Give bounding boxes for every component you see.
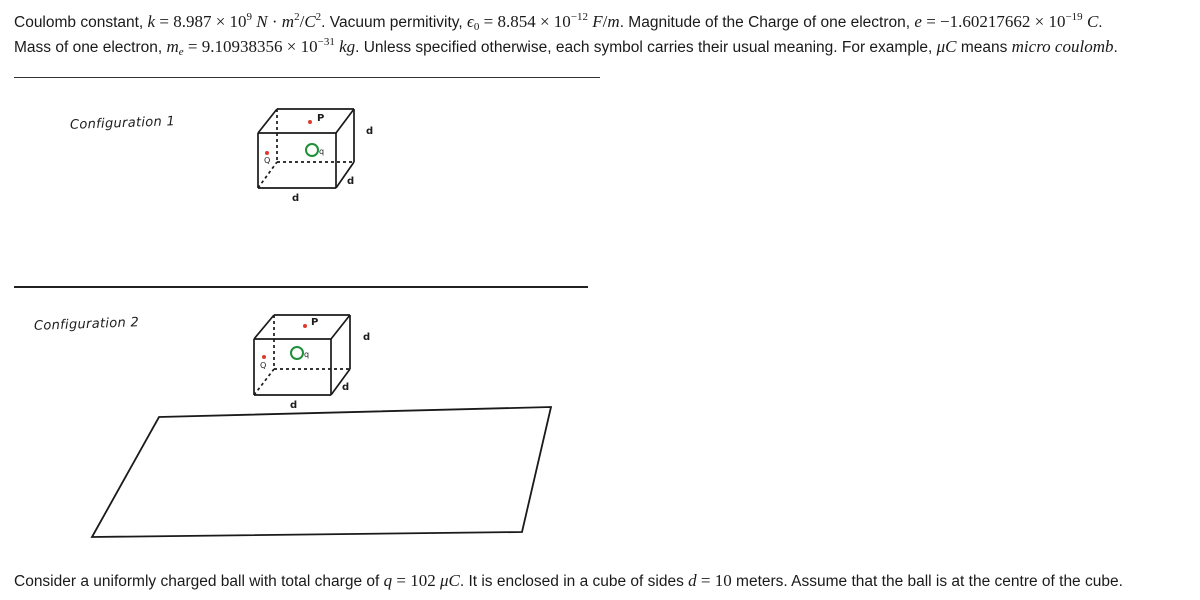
point-p-marker-2 <box>303 324 307 328</box>
left-charge-marker-1 <box>265 151 269 155</box>
line1-period: . <box>1098 14 1103 31</box>
cube-2 <box>254 315 350 395</box>
coulomb-label: Coulomb constant, <box>14 14 148 31</box>
k-unit-newton: N <box>256 12 268 31</box>
k-symbol: k <box>147 12 156 31</box>
me-exponent: −31 <box>317 36 335 48</box>
d-bottom-label-1: d <box>292 193 300 204</box>
config-1-label: Configuration 1 <box>69 114 176 133</box>
problem-middle: . It is enclosed in a cube of sides <box>459 573 689 590</box>
q-value: 102 <box>410 571 436 590</box>
k-unit-coulomb: C <box>304 12 316 31</box>
eps-expression: $\epsilon_0 = 8.854 \times 10^{-12}$ F/m <box>467 11 620 33</box>
d-diag-label-1: d <box>347 176 355 187</box>
means-word: means <box>956 39 1012 56</box>
q-symbol: q <box>383 571 393 590</box>
e-unit: C <box>1086 12 1099 31</box>
d-bottom-label-2: d <box>290 400 298 411</box>
left-charge-marker-2 <box>262 355 266 359</box>
eps-value: 8.854 × 10 <box>497 12 571 31</box>
d-diag-label-2: d <box>342 382 350 393</box>
me-unit: kg <box>339 37 356 56</box>
me-symbol: m <box>166 37 179 56</box>
eps-unit-farad: F <box>592 12 603 31</box>
problem-statement <box>14 569 1123 594</box>
d-expression: d = 10 <box>688 571 732 590</box>
left-charge-label-1: Q <box>264 156 271 165</box>
q-unit: μC <box>439 571 460 590</box>
e-symbol: e <box>914 12 922 31</box>
e-value: −1.60217662 × 10 <box>940 12 1066 31</box>
middle-divider <box>14 286 588 288</box>
me-subscript: e <box>178 46 184 58</box>
k-unit-meter-exponent: 2 <box>294 11 300 23</box>
k-expression: $k = 8.987 \times 10^9$ $N \cdot m^2/C^2$ <box>147 11 322 31</box>
cube-1 <box>258 109 354 188</box>
d-value: 10 <box>714 571 732 590</box>
left-charge-label-2: Q <box>260 361 267 370</box>
d-symbol: d <box>688 571 697 590</box>
mass-label: Mass of one electron, <box>14 39 167 56</box>
e-exponent: −19 <box>1065 11 1083 23</box>
line2-period: . <box>1113 39 1118 56</box>
config-2-label: Configuration 2 <box>33 315 140 334</box>
problem-suffix: meters. Assume that the ball is at the centre of the cube. <box>731 573 1123 590</box>
problem-prefix: Consider a uniformly charged ball with total charge of <box>14 573 384 590</box>
me-value: 9.10938356 × 10 <box>201 37 318 56</box>
point-p-label-2: P <box>311 317 319 328</box>
k-exponent: 9 <box>246 11 253 23</box>
k-unit-coulomb-exponent: 2 <box>315 11 322 23</box>
vacuum-label: . Vacuum permitivity, <box>321 14 468 31</box>
charge-q-label-1: q <box>319 147 325 156</box>
eps-subscript: 0 <box>473 21 480 33</box>
plane-sheet <box>92 407 551 537</box>
point-p-label-1: P <box>317 113 325 124</box>
k-value: 8.987 × 10 <box>173 12 247 31</box>
point-p-marker-1 <box>308 120 312 124</box>
meaning-text: . Unless specified otherwise, each symbol carries their usual meaning. For example, <box>355 39 937 56</box>
charge-q-label-2: q <box>304 350 310 359</box>
eps-unit-meter: m <box>607 12 620 31</box>
eps-exponent: −12 <box>570 11 589 23</box>
d-right-label-2: d <box>363 332 371 343</box>
d-right-label-1: d <box>366 126 374 137</box>
me-expression: $m_e = 9.10938356 \times 10^{-31}$ kg <box>166 36 356 58</box>
k-unit-meter: m <box>281 12 295 31</box>
microcoulomb-symbol: μC <box>936 37 957 56</box>
micro-coulomb-text: micro coulomb <box>1011 37 1114 56</box>
charge-label: . Magnitude of the Charge of one electron, <box>619 14 915 31</box>
e-expression: $e = -1.60217662 \times 10^{-19}$ C <box>914 11 1099 31</box>
eps-symbol: ϵ <box>467 12 474 31</box>
q-expression: q = 102 μC <box>383 571 460 590</box>
